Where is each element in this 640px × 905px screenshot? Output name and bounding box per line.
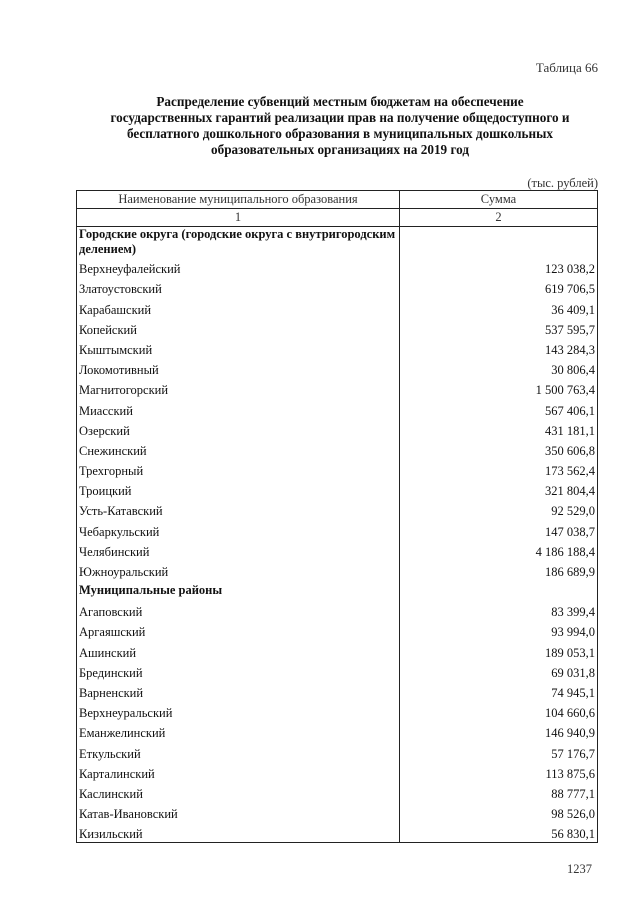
table-number-label: Таблица 66 [535,60,598,75]
amount-value: 113 875,6 [400,762,598,782]
table-row [77,297,598,317]
municipality-name: Златоустовский [77,277,400,297]
municipality-name: Копейский [77,318,400,338]
table-row [77,257,598,277]
column-number-row [77,209,598,227]
title-line: государственных гарантий реализации прав на получение общедоступного и [110,110,570,125]
municipality-name: Южноуральский [77,560,400,580]
municipality-name: Катав-Ивановский [77,802,400,822]
municipality-name: Еткульский [77,741,400,761]
amount-value: 56 830,1 [400,822,598,843]
municipality-name: Локомотивный [77,358,400,378]
amount-value: 186 689,9 [400,560,598,580]
municipality-name: Миасский [77,398,400,418]
table-row [77,459,598,479]
table-row [77,560,598,580]
table-row [77,640,598,660]
municipality-name: Кизильский [77,822,400,843]
table-row [77,802,598,822]
table-row [77,318,598,338]
municipality-name: Брединский [77,661,400,681]
municipality-name: Усть-Катавский [77,499,400,519]
municipality-name: Каслинский [77,782,400,802]
amount-value: 189 053,1 [400,640,598,660]
table-row [77,600,598,620]
title-line: Распределение субвенций местным бюджетам на обеспечение [156,94,524,109]
table-row [77,479,598,499]
amount-value: 147 038,7 [400,519,598,539]
amount-value: 88 777,1 [400,782,598,802]
table-row [77,499,598,519]
subsidy-table [76,190,598,843]
amount-value: 36 409,1 [400,297,598,317]
municipality-name: Аргаяшский [77,620,400,640]
group-amount-empty [400,580,598,600]
table-row [77,681,598,701]
amount-value: 321 804,4 [400,479,598,499]
municipality-name: Челябинский [77,540,400,560]
column-header-amount: Сумма [400,191,598,209]
amount-value: 567 406,1 [400,398,598,418]
units-note: (тыс. рублей) [527,176,598,190]
table-row [77,661,598,681]
municipality-name: Озерский [77,419,400,439]
amount-value: 143 284,3 [400,338,598,358]
table-row [77,540,598,560]
table-row [77,782,598,802]
table-row [77,439,598,459]
amount-value: 83 399,4 [400,600,598,620]
group-title: Муниципальные районы [77,580,400,600]
table-row [77,620,598,640]
municipality-name: Кыштымский [77,338,400,358]
amount-value: 146 940,9 [400,721,598,741]
municipality-name: Ашинский [77,640,400,660]
table-row [77,378,598,398]
municipality-name: Карабашский [77,297,400,317]
amount-value: 98 526,0 [400,802,598,822]
municipality-name: Снежинский [77,439,400,459]
header-row [77,191,598,209]
table-row [77,701,598,721]
title-line: бесплатного дошкольного образования в муниципальных дошкольных [126,126,554,141]
amount-value: 350 606,8 [400,439,598,459]
municipality-name: Магнитогорский [77,378,400,398]
group-title: Городские округа (городские округа с внутригородским делением) [77,227,400,258]
amount-value: 92 529,0 [400,499,598,519]
amount-value: 537 595,7 [400,318,598,338]
table-row [77,338,598,358]
table-body [77,227,598,843]
table-row [77,358,598,378]
amount-value: 123 038,2 [400,257,598,277]
amount-value: 74 945,1 [400,681,598,701]
amount-value: 619 706,5 [400,277,598,297]
column-number-2: 2 [400,209,598,227]
municipality-name: Карталинский [77,762,400,782]
table-row [77,741,598,761]
municipality-name: Чебаркульский [77,519,400,539]
table-row [77,822,598,843]
amount-value: 1 500 763,4 [400,378,598,398]
municipality-name: Еманжелинский [77,721,400,741]
amount-value: 431 181,1 [400,419,598,439]
table-row [77,277,598,297]
table-row [77,762,598,782]
group-header-row [77,580,598,600]
municipality-name: Верхнеуральский [77,701,400,721]
municipality-name: Агаповский [77,600,400,620]
table-row [77,419,598,439]
amount-value: 93 994,0 [400,620,598,640]
table-row [77,721,598,741]
municipality-name: Троицкий [77,479,400,499]
amount-value: 173 562,4 [400,459,598,479]
municipality-name: Трехгорный [77,459,400,479]
municipality-name: Варненский [77,681,400,701]
title-line: образовательных организациях на 2019 год [211,142,469,157]
amount-value: 69 031,8 [400,661,598,681]
municipality-name: Верхнеуфалейский [77,257,400,277]
amount-value: 57 176,7 [400,741,598,761]
amount-value: 4 186 188,4 [400,540,598,560]
group-amount-empty [400,227,598,258]
group-header-row [77,227,598,258]
amount-value: 30 806,4 [400,358,598,378]
document-title [80,94,600,158]
page-number: 1237 [567,862,592,876]
column-number-1: 1 [77,209,400,227]
table-row [77,398,598,418]
column-header-name: Наименование муниципального образования [77,191,400,209]
amount-value: 104 660,6 [400,701,598,721]
table-row [77,519,598,539]
